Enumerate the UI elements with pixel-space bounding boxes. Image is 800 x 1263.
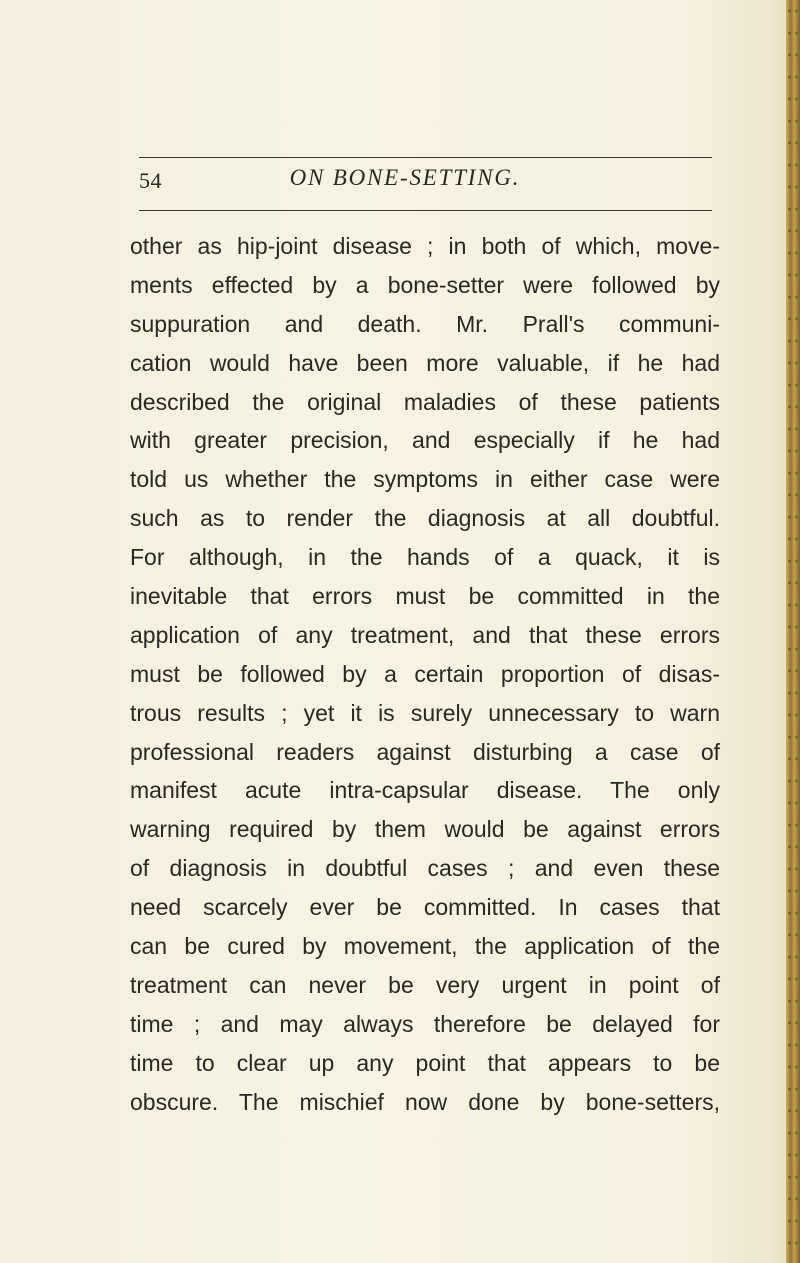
text-line: time to clear up any point that appears to be	[130, 1049, 720, 1076]
text-line: ments effected by a bone-setter were followed by	[130, 271, 720, 298]
text-line: warning required by them would be against errors	[130, 816, 720, 843]
text-line: For although, in the hands of a quack, it is	[130, 544, 720, 571]
text-line: other as hip-joint disease ; in both of which, move-	[130, 233, 720, 259]
page-number: 54	[139, 168, 162, 193]
text-line: application of any treatment, and that these errors	[130, 621, 720, 648]
running-title: ON BONE-SETTING.	[289, 165, 521, 190]
text-line: such as to render the diagnosis at all doubtful.	[130, 505, 720, 532]
text-line: described the original maladies of these patients	[130, 388, 720, 415]
text-line: treatment can never be very urgent in point of	[130, 971, 720, 998]
text-line: can be cured by movement, the application of the	[130, 933, 720, 960]
text-line: trous results ; yet it is surely unnecessary to warn	[130, 699, 720, 726]
text-line: told us whether the symptoms in either case were	[130, 466, 720, 493]
text-line: need scarcely ever be committed. In cases that	[130, 894, 720, 921]
text-line: manifest acute intra-capsular disease. The only	[130, 777, 720, 804]
text-line: of diagnosis in doubtful cases ; and even these	[130, 855, 720, 882]
text-line: professional readers against disturbing a case of	[130, 738, 720, 765]
text-line: obscure. The mischief now done by bone-setters,	[130, 1088, 720, 1115]
text-line: cation would have been more valuable, if he had	[130, 349, 720, 376]
text-line: time ; and may always therefore be delayed for	[130, 1010, 720, 1037]
text-line: with greater precision, and especially if he had	[130, 427, 720, 454]
text-line: must be followed by a certain proportion of disas-	[130, 660, 720, 687]
text-line: suppuration and death. Mr. Prall's communi-	[130, 310, 720, 337]
header-rule-top	[139, 157, 712, 158]
header-rule-bottom	[139, 210, 712, 211]
body-paragraph	[130, 227, 720, 1121]
text-line: inevitable that errors must be committed in the	[130, 583, 720, 610]
